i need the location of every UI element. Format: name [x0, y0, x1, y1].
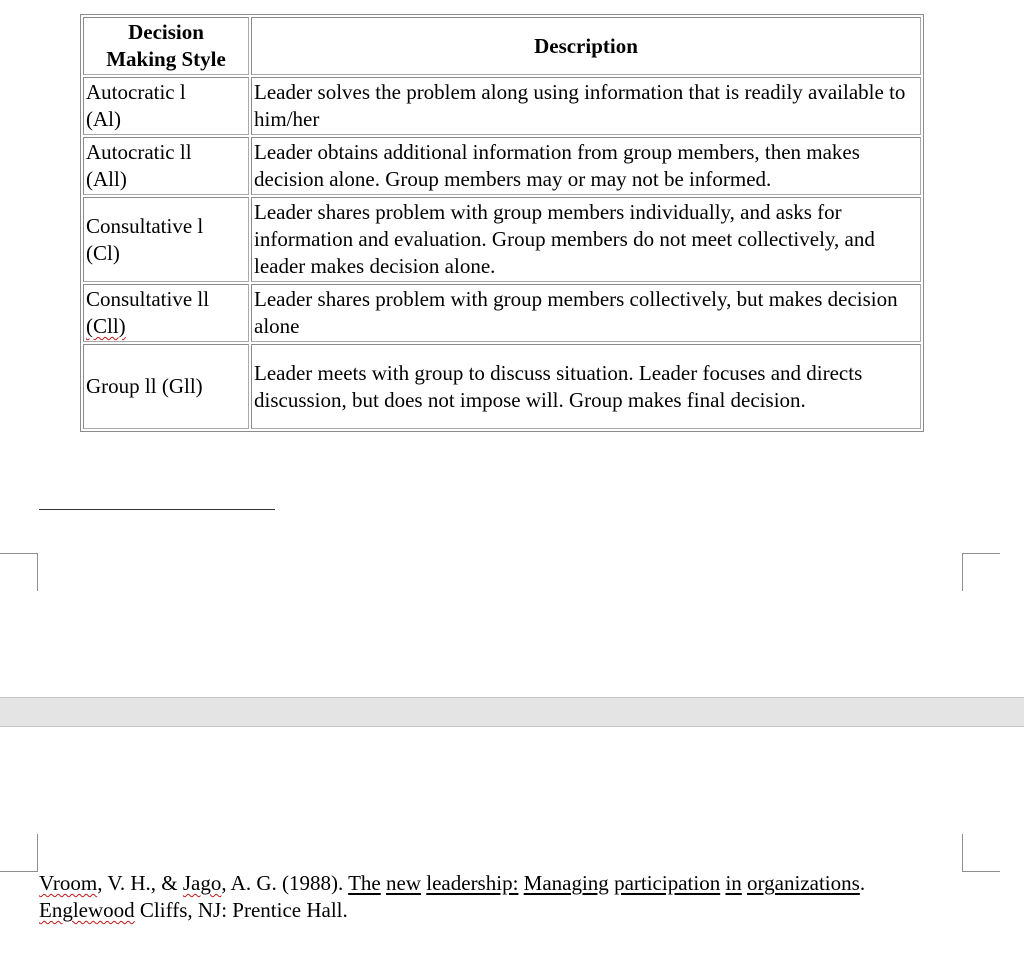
table-row	[83, 197, 921, 282]
style-code: (Cll)	[86, 314, 126, 338]
style-name: Consultative ll	[86, 287, 210, 311]
reference-citation	[39, 870, 919, 924]
style-code: (Al)	[86, 107, 121, 131]
style-cell	[83, 344, 249, 429]
reference-author-1: Vroom	[39, 871, 98, 895]
style-cell	[83, 284, 249, 342]
header-description: Description	[251, 17, 921, 75]
table-row	[83, 77, 921, 135]
table-row	[83, 284, 921, 342]
description-cell: Leader shares problem with group members collectively, but makes decision alone	[251, 284, 921, 342]
reference-title-word: participation	[614, 871, 721, 895]
page-break-gap	[0, 697, 1024, 727]
style-name: Autocratic l	[86, 80, 186, 104]
decision-styles-table	[80, 14, 924, 432]
reference-place: Englewood	[39, 898, 135, 922]
page-corner-mark-right-next	[962, 834, 1000, 872]
header-style-line2: Making Style	[106, 47, 226, 71]
table-header-row	[83, 17, 921, 75]
reference-text: , V. H., &	[97, 871, 183, 895]
style-cell	[83, 137, 249, 195]
style-cell	[83, 77, 249, 135]
reference-author-2: Jago	[182, 871, 222, 895]
reference-text: .	[859, 871, 866, 895]
reference-text: Cliffs, NJ: Prentice Hall.	[134, 898, 348, 922]
header-style-line1: Decision	[128, 20, 204, 44]
style-code: (All)	[86, 167, 127, 191]
reference-title-word: new	[386, 871, 422, 895]
style-name: Consultative l	[86, 213, 204, 238]
style-code: (Cl)	[86, 240, 120, 265]
table-row	[83, 137, 921, 195]
page-corner-mark-right	[962, 553, 1000, 591]
style-cell	[83, 197, 249, 282]
table-row	[83, 344, 921, 429]
page-corner-mark-left-next	[0, 834, 38, 872]
page-corner-mark-left	[0, 553, 38, 591]
header-decision-making-style	[83, 17, 249, 75]
description-cell: Leader meets with group to discuss situation. Leader focuses and directs discussion, but does not impose will. Group makes final decision.	[251, 344, 921, 429]
reference-title-word: leadership:	[426, 871, 519, 895]
style-name: Group ll (Gll)	[86, 374, 203, 398]
reference-title-word: in	[725, 871, 742, 895]
reference-title-word: The	[348, 871, 381, 895]
reference-title-word: Managing	[523, 871, 609, 895]
description-cell: Leader solves the problem along using information that is readily available to him/her	[251, 77, 921, 135]
style-name: Autocratic ll	[86, 140, 192, 164]
footnote-separator	[39, 509, 275, 510]
description-cell: Leader obtains additional information from group members, then makes decision alone. Group members may or may not be informed.	[251, 137, 921, 195]
reference-text: , A. G. (1988).	[221, 871, 349, 895]
description-cell: Leader shares problem with group members individually, and asks for information and evaluation. Group members do not meet collectively, and leader makes decision alone.	[251, 197, 921, 282]
reference-title-word: organizations	[747, 871, 860, 895]
